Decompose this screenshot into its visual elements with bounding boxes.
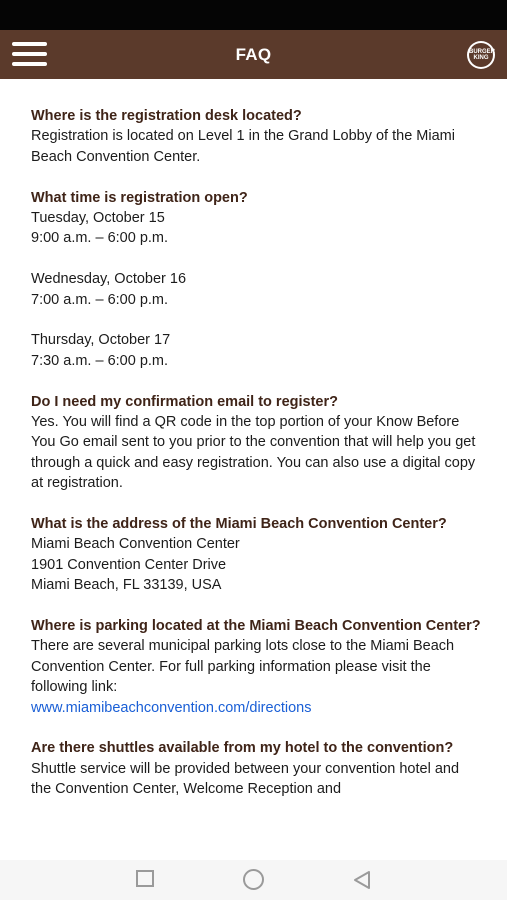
app-header <box>0 30 507 79</box>
faq-item <box>31 616 481 718</box>
faq-question: What time is registration open? <box>31 189 248 206</box>
system-nav-bar <box>0 860 507 900</box>
faq-content <box>31 106 481 860</box>
faq-item <box>31 514 481 596</box>
back-triangle-shape <box>351 869 373 891</box>
faq-item <box>31 392 481 494</box>
schedule-day: Wednesday, October 16 <box>31 271 187 288</box>
faq-question: Do I need my confirmation email to register? <box>31 393 338 410</box>
status-bar <box>0 0 507 30</box>
faq-answer: There are several municipal parking lots close to the Miami Beach Convention Center. For full parking information please visit the following link: <box>31 638 455 696</box>
schedule-day: Thursday, October 17 <box>31 332 171 349</box>
home-icon[interactable] <box>243 869 264 890</box>
burger-king-logo-icon[interactable] <box>467 41 495 69</box>
faq-question: Where is parking located at the Miami Beach Convention Center? <box>31 618 481 635</box>
parking-directions-link[interactable]: www.miamibeachconvention.com/directions <box>31 699 312 716</box>
faq-item <box>31 188 481 372</box>
faq-answer: Shuttle service will be provided between your convention hotel and the Convention Center, Welcome Reception and <box>31 760 460 798</box>
schedule-hours: 7:00 a.m. – 6:00 p.m. <box>31 291 169 308</box>
address-line: Miami Beach Convention Center <box>31 536 240 553</box>
faq-item <box>31 106 481 167</box>
logo-wordmark: BURGER KING <box>469 43 493 67</box>
recent-apps-icon[interactable] <box>136 870 154 887</box>
address-line: Miami Beach, FL 33139, USA <box>31 577 222 594</box>
faq-item <box>31 738 481 799</box>
back-icon[interactable] <box>351 869 373 891</box>
faq-question: What is the address of the Miami Beach Convention Center? <box>31 516 447 533</box>
faq-question: Where is the registration desk located? <box>31 108 302 124</box>
page-title: FAQ <box>235 44 272 64</box>
schedule-hours: 9:00 a.m. – 6:00 p.m. <box>31 230 169 247</box>
faq-question: Are there shuttles available from my hotel to the convention? <box>31 740 454 757</box>
schedule-hours: 7:30 a.m. – 6:00 p.m. <box>31 352 169 369</box>
faq-answer: Yes. You will find a QR code in the top portion of your Know Before You Go email sent to you prior to the convention that will help you get through a quick and easy registration. You can also use a digital copy at registration. <box>31 414 476 492</box>
hamburger-menu-icon[interactable] <box>12 42 48 68</box>
schedule-day: Tuesday, October 15 <box>31 210 165 227</box>
faq-answer: Registration is located on Level 1 in the Grand Lobby of the Miami Beach Convention Center. <box>31 128 455 165</box>
address-line: 1901 Convention Center Drive <box>31 556 227 573</box>
